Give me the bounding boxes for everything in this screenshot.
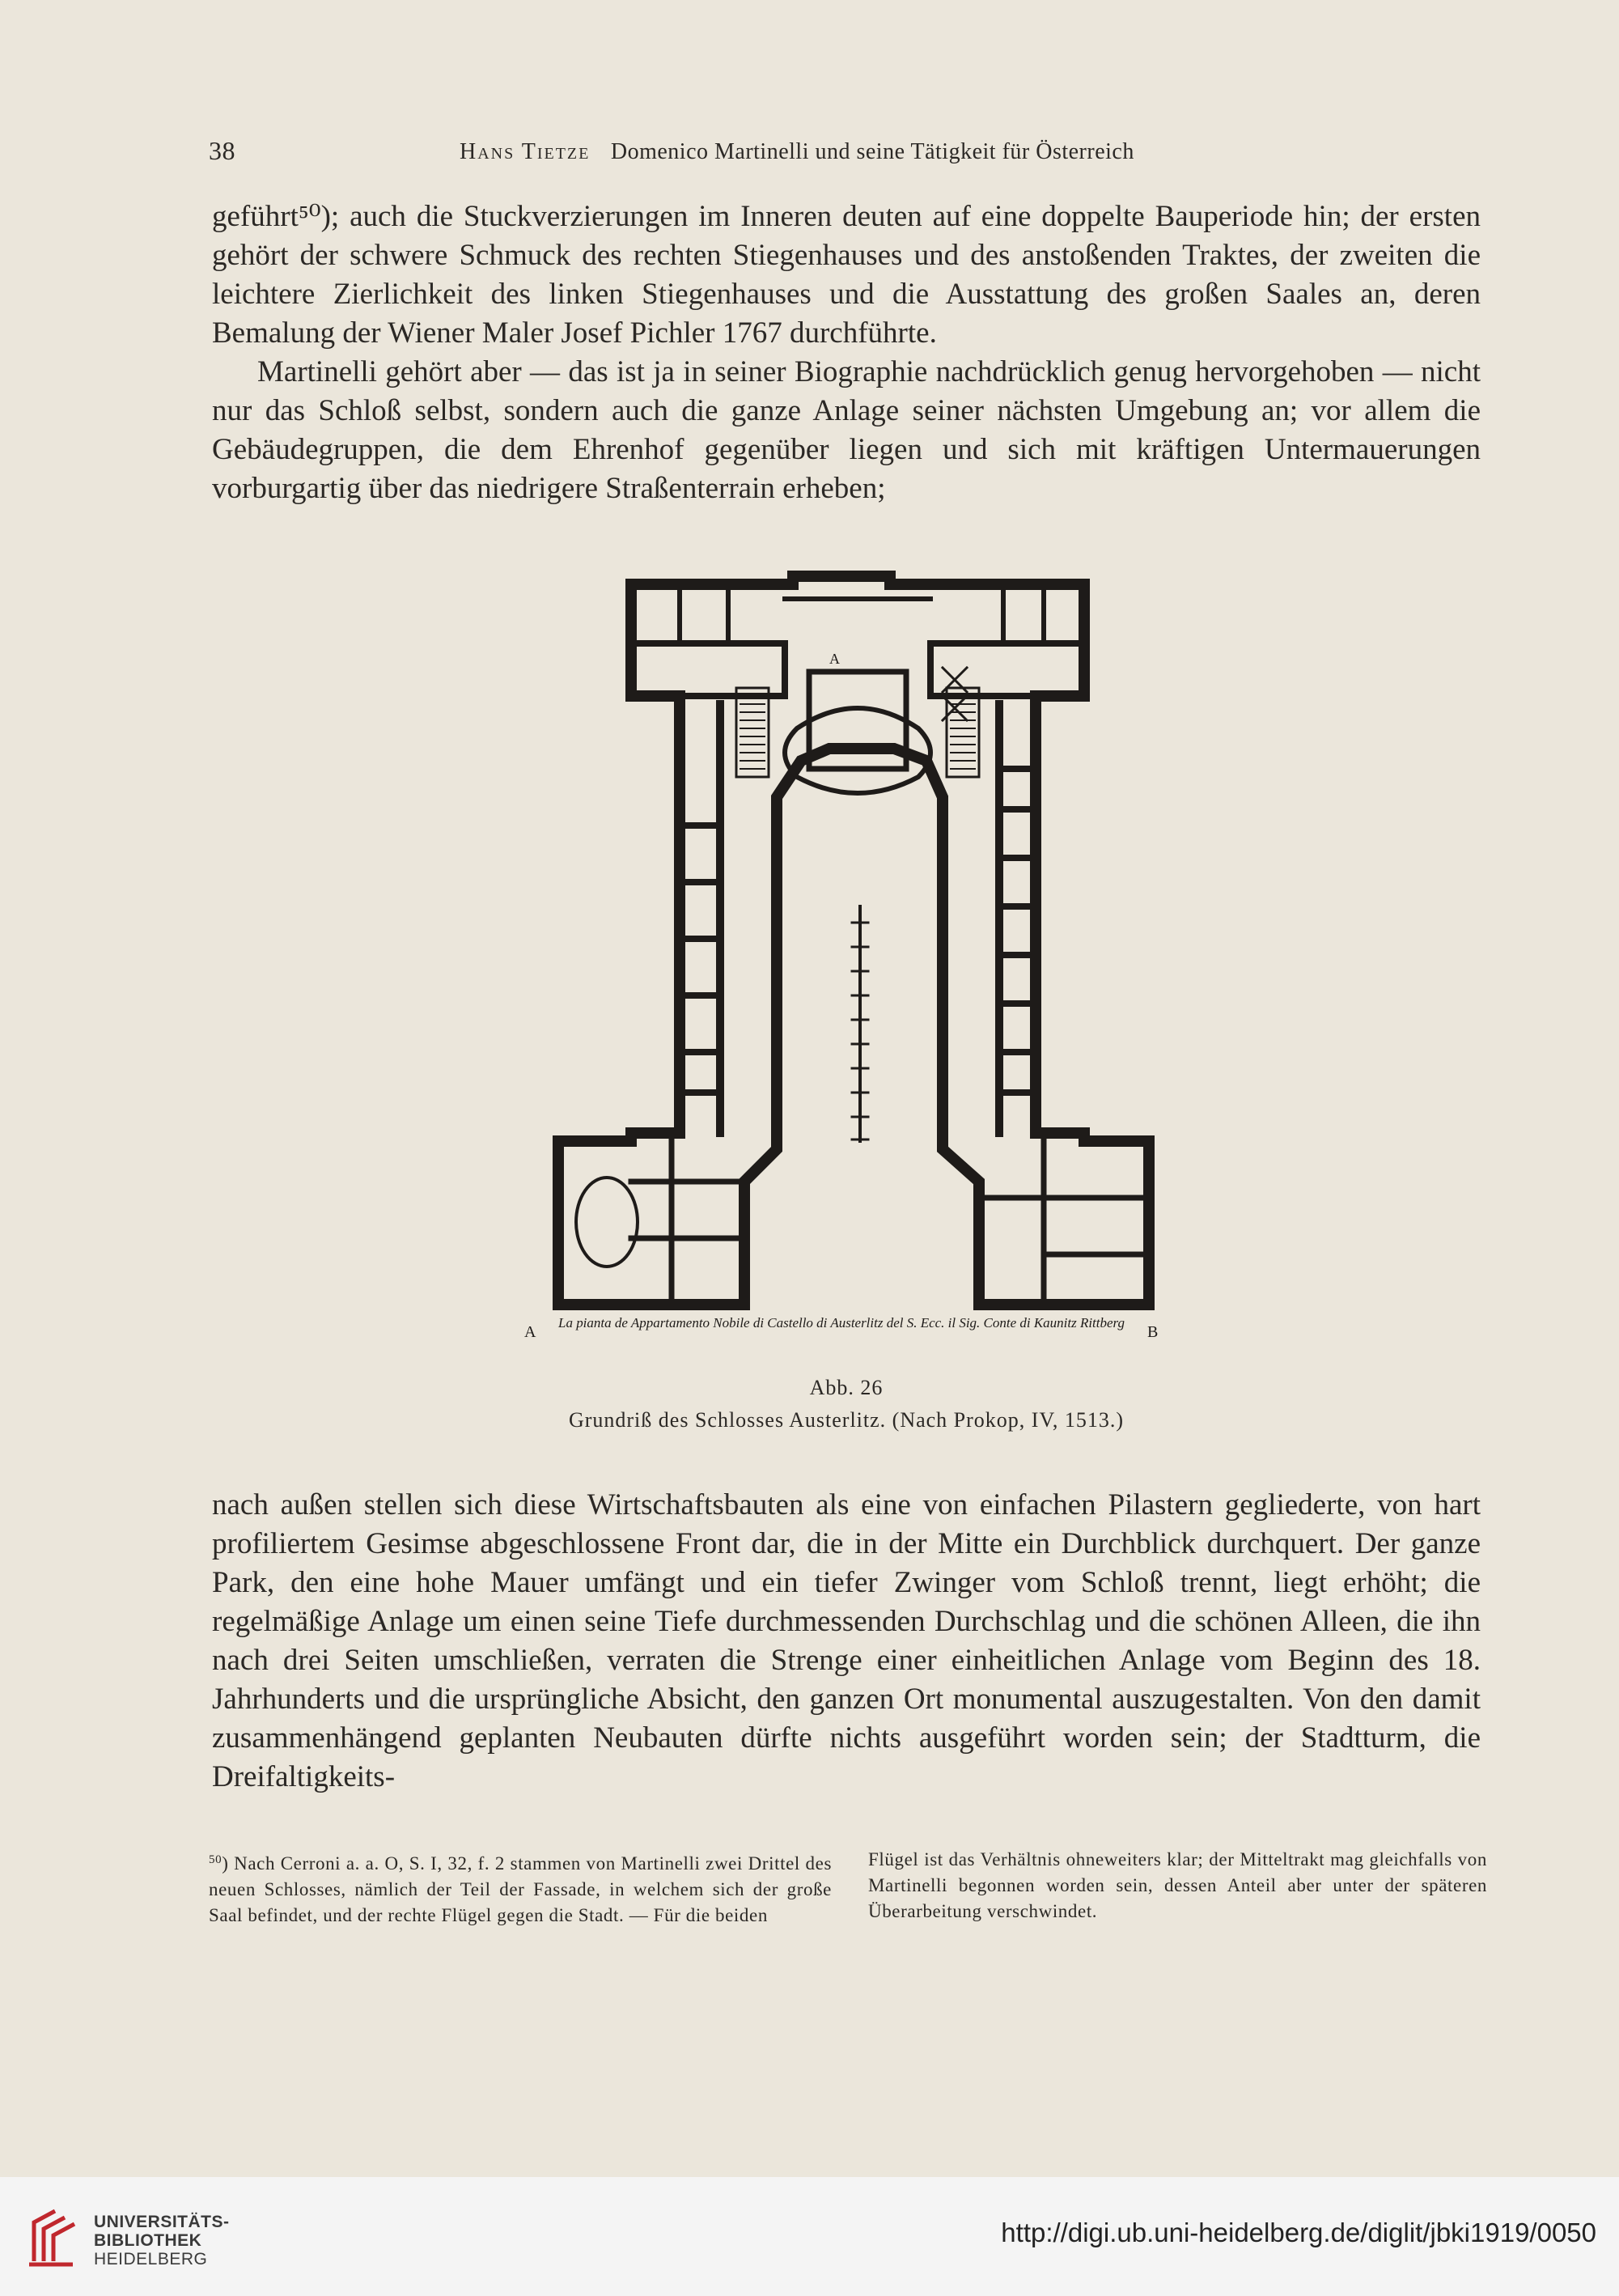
library-name-line: UNIVERSITÄTS- bbox=[94, 2213, 230, 2231]
footnote-text: ) Nach Cerroni a. a. O, S. I, 32, f. 2 stammen von Martinelli zwei Drittel des neuen Schlosses, nämlich der Teil der Fassade, in welchem sich der große Saal befindet, und der rechte Flügel gegen die Stadt. — Für die beiden bbox=[209, 1853, 832, 1925]
footnote-right-column: Flügel ist das Verhältnis ohneweiters klar; der Mitteltrakt mag gleichfalls von Martinelli begonnen worden sein, dessen Anteil aber unter der späteren Überarbeitung verschwindet. bbox=[868, 1849, 1487, 1921]
plan-pavilion-left bbox=[631, 1141, 744, 1305]
plan-pavilion-right bbox=[979, 1141, 1149, 1305]
plan-oval-room bbox=[576, 1178, 638, 1267]
digitization-footer bbox=[0, 2177, 1619, 2296]
footnote-left-column bbox=[209, 1847, 832, 1929]
paragraph: nach außen stellen sich diese Wirtschaftsbauten als eine von einfachen Pilastern gegliederte, von hart profiliertem Gesimse abgeschlossene Front dar, die in der Mitte ein Durchblick durchquert. Der ganze Park, den eine hohe Mauer umfängt und ein tiefer Zwinger vom Schloß trennt, liegt erhöht; die regelmäßige Anlage um einen seine Tiefe durchmessenden Durchschlag und die schönen Alleen, die ihn nach drei Seiten umschließen, verraten die Strenge einer einheitlichen Anlage vom Beginn des 18. Jahrhunderts und die ursprüngliche Absicht, den ganzen Ort monumental auszugestalten. Von den damit zusammenhängend geplanten Neubauten dürfte nichts ausgeführt worden sein; der Stadtturm, die Dreifaltigkeits- bbox=[212, 1488, 1481, 1793]
library-logo-icon bbox=[23, 2205, 89, 2271]
plan-court-label: A bbox=[829, 651, 840, 667]
footnote-marker: 50 bbox=[209, 1853, 223, 1866]
figure-number: Abb. 26 bbox=[809, 1376, 884, 1399]
plan-label-b: B bbox=[1147, 1323, 1159, 1341]
running-title bbox=[460, 139, 1134, 165]
plan-room-walls bbox=[680, 825, 720, 1093]
plan-inner-wall bbox=[680, 584, 1044, 643]
page-number: 38 bbox=[209, 136, 235, 165]
library-name-line: HEIDELBERG bbox=[94, 2250, 208, 2268]
source-url-link[interactable]: http://digi.ub.uni-heidelberg.de/diglit/jbki1919/0050 bbox=[1001, 2217, 1596, 2247]
figure-caption: Grundriß des Schlosses Austerlitz. (Nach Prokop, IV, 1513.) bbox=[568, 1408, 1125, 1432]
running-head-author: Hans Tietze bbox=[460, 139, 591, 164]
library-name-line: BIBLIOTHEK bbox=[94, 2231, 202, 2250]
paragraph: Martinelli gehört aber — das ist ja in seiner Biographie nachdrücklich genug hervorgehoben — nicht nur das Schloß selbst, sondern auch die ganze Anlage seiner nächsten Umgebung an; vor allem die Gebäudegruppen, die dem Ehrenhof gegenüber liegen und sich mit kräftigen Untermauerungen vorburgartig über das niedrigere Straßenterrain erheben; bbox=[212, 355, 1481, 505]
plan-label-a: A bbox=[524, 1323, 536, 1341]
body-text-top bbox=[212, 197, 1481, 508]
library-name bbox=[94, 2213, 230, 2268]
running-head bbox=[209, 136, 1495, 168]
body-text-bottom bbox=[212, 1486, 1481, 1797]
running-head-title: Domenico Martinelli und seine Tätigkeit für Österreich bbox=[610, 139, 1134, 164]
floor-plan-drawing bbox=[518, 567, 1165, 1368]
paragraph: geführt⁵⁰); auch die Stuckverzierungen im Inneren deuten auf eine doppelte Bauperiode hin; der ersten gehört der schwere Schmuck des rechten Stiegenhauses und des anstoßenden Traktes, der zweiten die leichtere Zierlichkeit des linken Stiegenhauses und die Ausstattung des großen Saales an, deren Bemalung der Wiener Maler Josef Pichler 1767 durchführte. bbox=[212, 200, 1481, 350]
floor-plan-figure bbox=[518, 567, 1165, 1368]
plan-inscription: La pianta de Appartamento Nobile di Castello di Austerlitz del S. Ecc. il Sig. Conte di Kaunitz Rittberg bbox=[557, 1315, 1125, 1330]
plan-staircase bbox=[736, 688, 769, 777]
